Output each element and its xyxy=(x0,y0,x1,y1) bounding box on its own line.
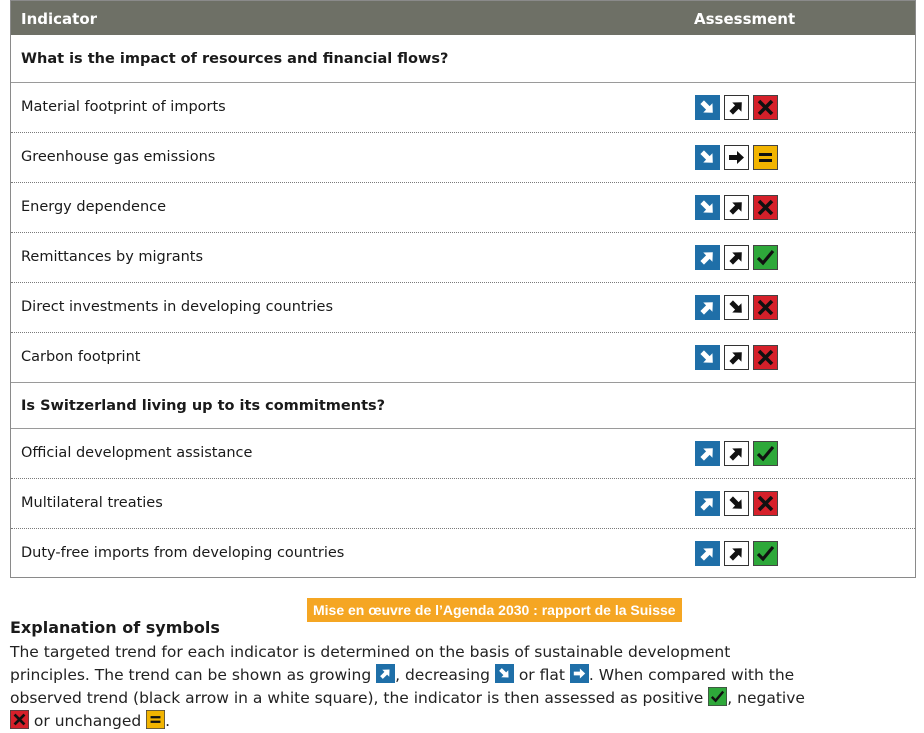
decreasing-arrow-icon xyxy=(495,666,514,684)
report-banner: Mise en œuvre de l’Agenda 2030 : rapport de la Suisse xyxy=(307,598,682,622)
row-label: Material footprint of imports xyxy=(21,99,226,115)
explanation-title: Explanation of symbols xyxy=(10,618,220,637)
section-title-commitments: Is Switzerland living up to its commitments? xyxy=(11,383,915,429)
decreasing-arrow-icon-glyph xyxy=(495,664,514,683)
check-icon xyxy=(708,689,727,707)
assessment-icons xyxy=(695,245,778,270)
assessment-icons xyxy=(695,95,778,120)
assessment-icons xyxy=(695,145,778,170)
cross-icon xyxy=(10,712,29,730)
table-row xyxy=(11,83,915,133)
target-trend-decreasing-icon xyxy=(695,95,720,120)
section-title-resources: What is the impact of resources and financial flows? xyxy=(11,35,915,83)
observed-trend-down-icon xyxy=(724,295,749,320)
target-trend-growing-icon xyxy=(695,541,720,566)
table-row xyxy=(11,183,915,233)
assessment-negative-icon xyxy=(753,95,778,120)
target-trend-growing-icon xyxy=(695,491,720,516)
row-label: Carbon footprint xyxy=(21,349,141,365)
check-icon-glyph xyxy=(708,687,727,706)
row-label: Official development assistance xyxy=(21,445,253,461)
assessment-icons xyxy=(695,541,778,566)
assessment-negative-icon xyxy=(753,345,778,370)
assessment-positive-icon xyxy=(753,441,778,466)
growing-arrow-icon xyxy=(376,666,395,684)
assessment-positive-icon xyxy=(753,541,778,566)
observed-trend-down-icon xyxy=(724,491,749,516)
row-label: Direct investments in developing countries xyxy=(21,299,334,315)
flat-arrow-icon-glyph xyxy=(570,664,589,683)
assessment-icons xyxy=(695,295,778,320)
explanation-part: . xyxy=(165,712,171,730)
table-row xyxy=(11,233,915,283)
growing-arrow-icon-glyph xyxy=(376,664,395,683)
cross-icon-glyph xyxy=(10,710,29,729)
target-trend-growing-icon xyxy=(695,441,720,466)
explanation-part: , negative xyxy=(727,689,805,707)
observed-trend-up-icon xyxy=(724,541,749,566)
explanation-part: The targeted trend for each indicator is determined on the basis of sustainable development principles. The trend can be shown as growing xyxy=(10,643,731,684)
header-indicator: Indicator xyxy=(21,10,98,28)
explanation-part: , decreasing xyxy=(395,666,495,684)
table-row xyxy=(11,479,915,529)
row-label: Greenhouse gas emissions xyxy=(21,149,216,165)
observed-trend-up-icon xyxy=(724,245,749,270)
table-row xyxy=(11,283,915,333)
equals-icon-glyph xyxy=(146,710,165,729)
target-trend-decreasing-icon xyxy=(695,145,720,170)
explanation-part: . When compared with the observed trend (black arrow in a white square), the indicator is then assessed as positive xyxy=(10,666,795,707)
flat-arrow-icon xyxy=(570,666,589,684)
assessment-icons xyxy=(695,195,778,220)
table-row xyxy=(11,429,915,479)
equals-icon xyxy=(146,712,165,730)
table-header xyxy=(11,1,915,35)
row-label: Energy dependence xyxy=(21,199,167,215)
table-row xyxy=(11,133,915,183)
target-trend-growing-icon xyxy=(695,245,720,270)
explanation-text xyxy=(10,641,810,733)
assessment-icons xyxy=(695,345,778,370)
table-row xyxy=(11,529,915,579)
observed-trend-up-icon xyxy=(724,345,749,370)
assessment-unchanged-icon xyxy=(753,145,778,170)
observed-trend-flat-icon xyxy=(724,145,749,170)
assessment-negative-icon xyxy=(753,295,778,320)
table-row xyxy=(11,333,915,383)
row-label: Duty-free imports from developing countries xyxy=(21,545,345,561)
explanation-part: or flat xyxy=(513,666,570,684)
explanation-part: or unchanged xyxy=(29,712,147,730)
header-assessment: Assessment xyxy=(694,10,796,28)
target-trend-decreasing-icon xyxy=(695,195,720,220)
assessment-negative-icon xyxy=(753,491,778,516)
observed-trend-up-icon xyxy=(724,95,749,120)
target-trend-decreasing-icon xyxy=(695,345,720,370)
target-trend-growing-icon xyxy=(695,295,720,320)
assessment-positive-icon xyxy=(753,245,778,270)
assessment-negative-icon xyxy=(753,195,778,220)
row-label: Remittances by migrants xyxy=(21,249,204,265)
observed-trend-up-icon xyxy=(724,441,749,466)
assessment-table xyxy=(10,0,916,578)
assessment-icons xyxy=(695,491,778,516)
row-label: Multilateral treaties xyxy=(21,495,163,511)
assessment-icons xyxy=(695,441,778,466)
observed-trend-up-icon xyxy=(724,195,749,220)
